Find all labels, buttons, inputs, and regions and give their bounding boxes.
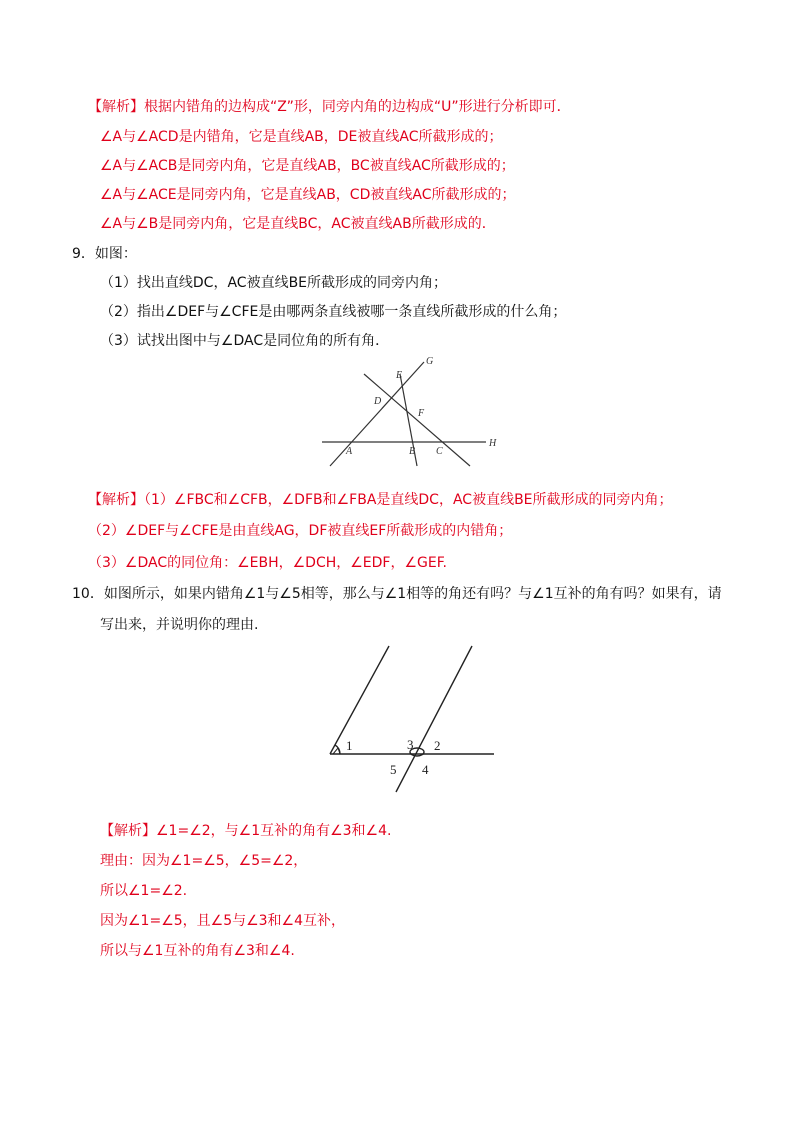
- angle-label-5: 5: [390, 762, 397, 777]
- label-e: E: [396, 370, 403, 381]
- solution-line: 【解析】（1）∠FBC和∠CFB，∠DFB和∠FBA是直线DC，AC被直线BE所截形成的同旁内角；: [88, 492, 673, 508]
- figure-q9: [318, 352, 508, 472]
- solution-line: 【解析】根据内错角的边构成“Z”形，同旁内角的边构成“U”形进行分析即可．: [88, 99, 571, 115]
- question-text: 写出来，并说明你的理由.: [100, 617, 259, 633]
- label-b: B: [409, 446, 416, 457]
- angle-label-3: 3: [407, 737, 414, 752]
- label-c: C: [436, 446, 443, 457]
- question-text: 10．如图所示，如果内错角∠1与∠5相等，那么与∠1相等的角还有吗？与∠1互补的角有吗？如果有，请: [72, 586, 722, 602]
- right-slanted-line: [396, 646, 472, 792]
- figure-q10: [326, 644, 498, 794]
- question-item: （3）试找出图中与∠DAC是同位角的所有角．: [100, 333, 390, 349]
- solution-line: ∠A与∠B是同旁内角，它是直线BC，AC被直线AB所截形成的．: [100, 216, 496, 232]
- label-f: F: [418, 408, 425, 419]
- solution-line: 理由：因为∠1=∠5，∠5=∠2，: [100, 853, 308, 869]
- label-h: H: [489, 438, 497, 449]
- label-d: D: [374, 396, 382, 407]
- angle-label-1: 1: [346, 738, 353, 753]
- solution-line: ∠A与∠ACD是内错角，它是直线AB，DE被直线AC所截形成的；: [100, 129, 503, 145]
- solution-line: 所以与∠1互补的角有∠3和∠4.: [100, 943, 295, 959]
- line-dc: [364, 374, 470, 466]
- solution-line: （2）∠DEF与∠CFE是由直线AG，DF被直线EF所截形成的内错角；: [88, 523, 513, 539]
- angle-label-2: 2: [434, 738, 441, 753]
- solution-line: 因为∠1=∠5，且∠5与∠3和∠4互补，: [100, 913, 346, 929]
- solution-line: ∠A与∠ACE是同旁内角，它是直线AB，CD被直线AC所截形成的；: [100, 187, 516, 203]
- question-item: （1）找出直线DC，AC被直线BE所截形成的同旁内角；: [100, 275, 448, 291]
- solution-line: 【解析】∠1=∠2，与∠1互补的角有∠3和∠4.: [100, 823, 392, 839]
- label-g: G: [426, 356, 434, 367]
- angle-label-4: 4: [422, 762, 429, 777]
- solution-line: ∠A与∠ACB是同旁内角，它是直线AB，BC被直线AC所截形成的；: [100, 158, 515, 174]
- label-a: A: [346, 446, 353, 457]
- question-item: （2）指出∠DEF与∠CFE是由哪两条直线被哪一条直线所截形成的什么角；: [100, 304, 567, 320]
- left-slanted-line: [330, 646, 389, 754]
- solution-line: （3）∠DAC的同位角：∠EBH，∠DCH，∠EDF，∠GEF.: [88, 555, 447, 571]
- solution-line: 所以∠1=∠2.: [100, 883, 188, 899]
- question-title: 9．如图：: [72, 246, 137, 262]
